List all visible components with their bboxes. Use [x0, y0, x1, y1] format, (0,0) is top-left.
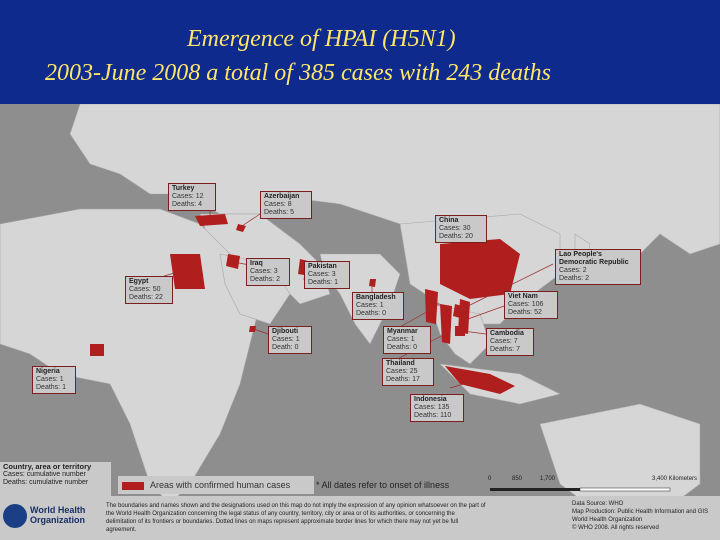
label-china-deaths: Deaths: 20	[439, 233, 473, 240]
legend-key-box	[0, 462, 111, 498]
label-egypt-cases: Cases: 50	[129, 286, 161, 293]
affected-nigeria	[90, 344, 104, 356]
label-vietnam-deaths: Deaths: 52	[508, 309, 542, 316]
label-djibouti-deaths: Death: 0	[272, 344, 299, 351]
label-indonesia-name: Indonesia	[414, 396, 447, 403]
label-nigeria-deaths: Deaths: 1	[36, 384, 66, 391]
slide-title-line1: Emergence of HPAI (H5N1)	[187, 26, 456, 52]
label-djibouti-name: Djibouti	[272, 328, 299, 335]
label-myanmar-cases: Cases: 1	[387, 336, 415, 343]
label-iraq	[246, 258, 290, 286]
label-nigeria	[32, 366, 76, 394]
legend-key-deaths: Deaths: cumulative number	[3, 479, 89, 486]
label-bangladesh-deaths: Deaths: 0	[356, 310, 386, 317]
affected-thailand	[440, 304, 452, 344]
label-pakistan-deaths: Deaths: 1	[308, 279, 338, 286]
label-thailand-name: Thailand	[386, 360, 415, 367]
label-china-name: China	[439, 217, 459, 224]
legend-area-label: Areas with confirmed human cases	[150, 480, 291, 490]
legend-key-cases: Cases: cumulative number	[3, 471, 86, 478]
affected-turkey	[195, 214, 228, 226]
credit-line2: Map Production: Public Health Information and GIS	[572, 509, 709, 515]
label-azerbaijan	[260, 191, 312, 219]
onset-note: * All dates refer to onset of illness	[316, 480, 450, 490]
label-turkey-cases: Cases: 12	[172, 193, 204, 200]
label-laos-name: Lao People's Democratic Republic	[559, 251, 629, 266]
label-pakistan-cases: Cases: 3	[308, 271, 336, 278]
label-thailand-deaths: Deaths: 17	[386, 376, 420, 383]
who-org-name	[30, 505, 85, 525]
who-org-line1: World Health	[30, 505, 86, 515]
credit-line1: Data Source: WHO	[572, 501, 624, 507]
scale-tick-2: 1,700	[540, 476, 556, 482]
label-laos	[555, 249, 641, 285]
label-laos-deaths: Deaths: 2	[559, 275, 589, 282]
credits	[572, 500, 720, 532]
label-indonesia	[410, 394, 464, 422]
label-pakistan-name: Pakistan	[308, 263, 337, 270]
scale-tick-0: 0	[488, 476, 492, 482]
label-cambodia-cases: Cases: 7	[490, 338, 518, 345]
who-logo-icon	[3, 504, 27, 528]
label-azerbaijan-deaths: Deaths: 5	[264, 209, 294, 216]
affected-bangladesh	[369, 279, 376, 287]
label-djibouti-cases: Cases: 1	[272, 336, 300, 343]
label-egypt	[125, 276, 173, 304]
label-turkey-deaths: Deaths: 4	[172, 201, 202, 208]
label-azerbaijan-cases: Cases: 8	[264, 201, 292, 208]
label-china	[435, 215, 487, 243]
label-indonesia-cases: Cases: 135	[414, 404, 450, 411]
label-bangladesh-name: Bangladesh	[356, 294, 396, 301]
slide-title-line2: 2003-June 2008 a total of 385 cases with 243 deaths	[45, 60, 551, 86]
scale-tick-1: 850	[512, 476, 523, 482]
who-org-line2: Organization	[30, 515, 86, 525]
legend-swatch	[122, 482, 144, 490]
label-myanmar-name: Myanmar	[387, 328, 418, 335]
label-myanmar	[383, 326, 431, 354]
label-cambodia-name: Cambodia	[490, 330, 524, 337]
label-iraq-cases: Cases: 3	[250, 268, 278, 275]
label-egypt-deaths: Deaths: 22	[129, 294, 163, 301]
landmass-africa	[0, 209, 260, 504]
label-indonesia-deaths: Deaths: 110	[414, 412, 452, 419]
label-cambodia-deaths: Deaths: 7	[490, 346, 520, 353]
affected-myanmar	[425, 289, 438, 324]
legend-affected-areas	[118, 476, 314, 494]
label-nigeria-name: Nigeria	[36, 368, 60, 375]
label-cambodia	[486, 328, 534, 356]
label-djibouti	[268, 326, 312, 354]
label-thailand-cases: Cases: 25	[386, 368, 418, 375]
credit-line3: World Health Organization	[572, 517, 643, 523]
label-myanmar-deaths: Deaths: 0	[387, 344, 417, 351]
affected-egypt	[170, 254, 205, 289]
label-turkey-name: Turkey	[172, 185, 195, 192]
scale-tick-3: 3,400 Kilometers	[652, 476, 698, 482]
label-vietnam	[504, 291, 558, 319]
scale-bar	[486, 476, 720, 494]
label-laos-cases: Cases: 2	[559, 267, 587, 274]
label-bangladesh	[352, 292, 404, 320]
credit-line4: © WHO 2008. All rights reserved	[572, 525, 659, 531]
label-turkey	[168, 183, 216, 211]
disclaimer-text: The boundaries and names shown and the designations used on this map do not imply the expression of any opinion whatsoever on the part of the World Health Organization concerning the legal status of any country, territory, city or area or of its authorities, or concerning the delimitation of its frontiers or boundaries. Dotted lines on maps represent approximate border lines for which there may not yet be full agreement.	[106, 503, 486, 533]
label-egypt-name: Egypt	[129, 278, 149, 285]
label-azerbaijan-name: Azerbaijan	[264, 193, 300, 200]
label-pakistan	[304, 261, 350, 289]
label-nigeria-cases: Cases: 1	[36, 376, 64, 383]
label-iraq-deaths: Deaths: 2	[250, 276, 280, 283]
label-iraq-name: Iraq	[250, 260, 263, 267]
label-vietnam-name: Viet Nam	[508, 293, 538, 300]
label-vietnam-cases: Cases: 106	[508, 301, 544, 308]
label-bangladesh-cases: Cases: 1	[356, 302, 384, 309]
label-china-cases: Cases: 30	[439, 225, 471, 232]
affected-china	[440, 239, 520, 299]
legend-key-title: Country, area or territory	[3, 462, 92, 471]
label-thailand	[382, 358, 434, 386]
